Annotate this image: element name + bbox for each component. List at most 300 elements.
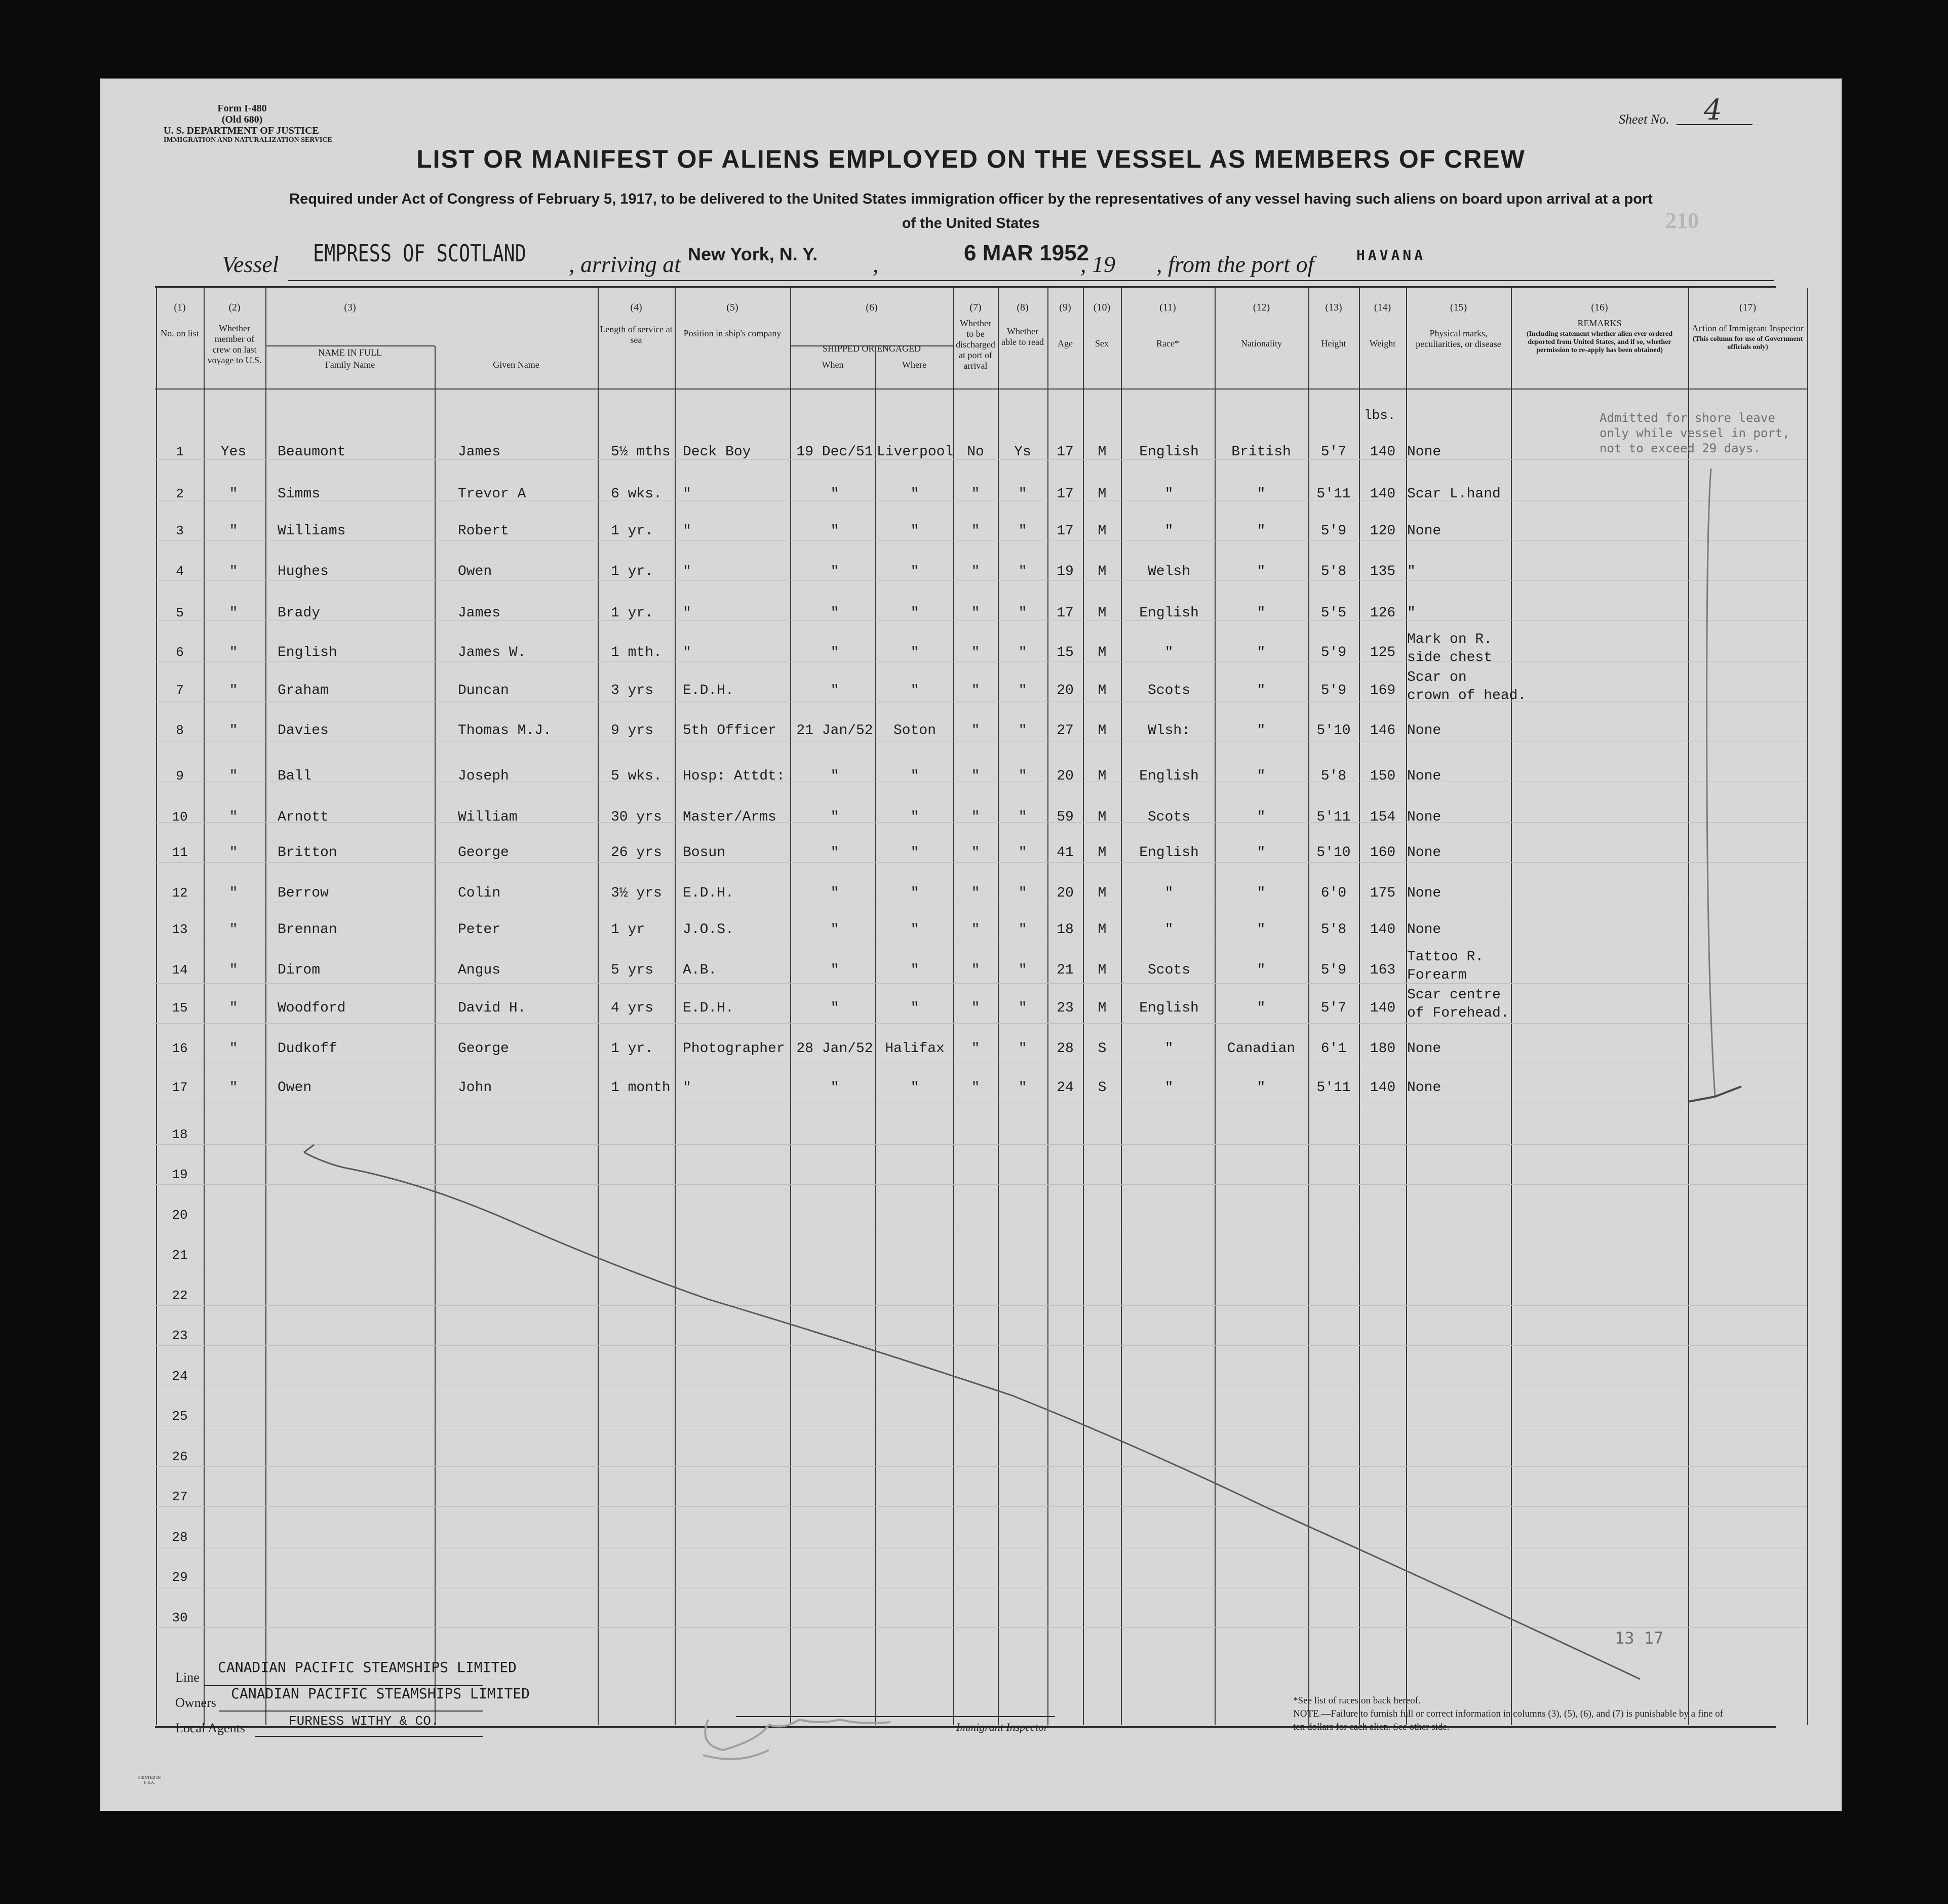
cell-nationality: " <box>1257 885 1266 901</box>
cell-family: Dudkoff <box>278 1041 337 1057</box>
cell-service: 6 wks. <box>611 486 662 502</box>
cell-n: 1 <box>176 444 184 459</box>
cell-weight: 126 <box>1370 605 1396 621</box>
cell-family: Ball <box>278 768 312 784</box>
cell-given: Duncan <box>458 683 509 698</box>
cell-race: " <box>1164 922 1174 938</box>
cell-discharge: " <box>971 1000 980 1016</box>
cell-read: " <box>1018 1041 1027 1057</box>
cell-position: 5th Officer <box>683 723 776 739</box>
cell-height: 5'7 <box>1320 1000 1347 1016</box>
cell-sex: M <box>1098 486 1107 502</box>
strike-line-hook <box>304 1145 314 1152</box>
cell-weight: 180 <box>1370 1041 1396 1057</box>
cell-n: 15 <box>172 1000 188 1016</box>
cell-n: 6 <box>176 645 184 660</box>
comma: , <box>873 251 879 277</box>
cell-race: English <box>1139 845 1199 861</box>
cell-position: " <box>683 605 691 621</box>
cell-prev: " <box>229 768 238 784</box>
cell-given: Joseph <box>458 768 509 784</box>
cell-position: E.D.H. <box>683 1000 734 1016</box>
inspector-rule <box>736 1716 1055 1717</box>
cell-family: Davies <box>278 723 329 739</box>
cell-discharge: " <box>971 605 980 621</box>
subtitle-line1: Required under Act of Congress of February 5, 1917, to be delivered to the United States immigration officer by the representatives of any vessel having such aliens on board upon arrival at a port <box>289 191 1653 207</box>
row-number: 18 <box>172 1126 188 1142</box>
cell-weight: 146 <box>1370 723 1396 739</box>
department: U. S. DEPARTMENT OF JUSTICE <box>164 125 319 136</box>
sheet-number: 4 <box>1704 94 1722 127</box>
cell-prev: " <box>229 523 238 539</box>
cell-service: 3½ yrs <box>611 885 662 901</box>
column-number: (9) <box>1059 302 1071 313</box>
cell-discharge: " <box>971 523 980 539</box>
cell-given: George <box>458 845 509 861</box>
row-number: 20 <box>172 1207 188 1223</box>
cell-family: Dirom <box>278 962 321 978</box>
cell-when: 28 Jan/52 <box>796 1041 873 1057</box>
sheet-label: Sheet No. <box>1619 112 1669 127</box>
cell-height: 5'11 <box>1316 809 1351 825</box>
cell-weight: 140 <box>1370 922 1396 938</box>
cell-sex: M <box>1098 885 1107 901</box>
inspector-signature <box>703 1720 890 1759</box>
cell-race: " <box>1164 523 1174 539</box>
cell-race: Wlsh: <box>1147 723 1190 739</box>
cell-sex: S <box>1098 1041 1107 1057</box>
cell-weight: 169 <box>1370 683 1396 698</box>
agents-label: Local Agents <box>175 1721 245 1735</box>
cell-prev: " <box>229 845 238 861</box>
cell-prev: " <box>229 605 238 621</box>
cell-service: 1 yr <box>611 922 645 938</box>
cell-age: 19 <box>1057 564 1074 579</box>
cell-race: English <box>1139 1000 1199 1016</box>
port-label: , from the port of <box>1156 251 1314 277</box>
cell-weight: 163 <box>1370 962 1396 978</box>
cell-prev: " <box>229 564 238 579</box>
cell-height: 5'10 <box>1316 723 1351 739</box>
cell-height: 5'7 <box>1320 444 1347 460</box>
cell-read: " <box>1018 1080 1027 1096</box>
cell-position: E.D.H. <box>683 683 734 698</box>
column-header: Position in ship's company <box>683 328 782 338</box>
cell-read: " <box>1018 962 1027 978</box>
vessel-label: Vessel <box>222 251 279 277</box>
cell-n: 9 <box>176 768 184 784</box>
cell-age: 21 <box>1057 962 1074 978</box>
inspector-label: Immigrant Inspector <box>956 1721 1048 1733</box>
form-number: Form I-480 <box>217 103 267 114</box>
cell-race: Scots <box>1147 962 1190 978</box>
cell-discharge: " <box>971 885 980 901</box>
cell-position: Deck Boy <box>683 444 751 460</box>
cell-discharge: " <box>971 564 980 579</box>
column-number: (16) <box>1591 302 1608 313</box>
cell-position: J.O.S. <box>683 922 734 938</box>
cell-family: Hughes <box>278 564 329 579</box>
cell-nationality: " <box>1257 723 1266 739</box>
cell-sex: M <box>1098 845 1107 861</box>
cell-given: Colin <box>458 885 501 901</box>
cell-marks: None <box>1407 922 1441 938</box>
cell-service: 9 yrs <box>611 723 654 739</box>
cell-position: Photographer <box>683 1041 785 1057</box>
manifest-sheet <box>100 79 1842 1811</box>
races-note: *See list of races on back hereof. <box>1293 1695 1421 1706</box>
cell-age: 18 <box>1057 922 1074 938</box>
strike-line <box>304 1152 1640 1679</box>
cell-read: " <box>1018 1000 1027 1016</box>
cell-marks: Scar centre of Forehead. <box>1407 987 1509 1021</box>
penalty-note: NOTE.—Failure to furnish full or correct information in columns (3), (5), (6), and (7) is punishable by a fine of ten dollars for each alien. See other side. <box>1293 1708 1723 1732</box>
cell-race: " <box>1164 1080 1174 1096</box>
cell-where: " <box>910 486 919 502</box>
cell-age: 15 <box>1057 645 1074 660</box>
cell-sex: M <box>1098 1000 1107 1016</box>
cell-prev: Yes <box>220 444 247 460</box>
cell-position: E.D.H. <box>683 885 734 901</box>
cell-nationality: " <box>1257 922 1266 938</box>
cell-height: 5'8 <box>1320 922 1347 938</box>
cell-sex: M <box>1098 605 1107 621</box>
cell-n: 5 <box>176 605 184 620</box>
cell-service: 4 yrs <box>611 1000 654 1016</box>
cell-given: William <box>458 809 518 825</box>
cell-n: 2 <box>176 486 184 501</box>
cell-nationality: " <box>1257 845 1266 861</box>
column-number: (17) <box>1739 302 1757 313</box>
column-header: Weight <box>1369 338 1396 348</box>
weight-unit: lbs. <box>1364 408 1396 423</box>
departure-port: HAVANA <box>1356 247 1426 263</box>
subtitle-line2: of the United States <box>902 215 1040 231</box>
cell-discharge: " <box>971 922 980 938</box>
line-name: CANADIAN PACIFIC STEAMSHIPS LIMITED <box>218 1659 517 1676</box>
cell-where: " <box>910 845 919 861</box>
row-number: 28 <box>172 1529 188 1545</box>
cell-family: Britton <box>278 845 337 861</box>
cell-read: " <box>1018 768 1027 784</box>
column-number: (11) <box>1159 302 1176 313</box>
cell-service: 5½ mths <box>611 444 671 460</box>
cell-given: George <box>458 1041 509 1057</box>
cell-position: Master/Arms <box>683 809 776 825</box>
cell-family: Brady <box>278 605 321 621</box>
cell-position: " <box>683 523 691 539</box>
cell-prev: " <box>229 885 238 901</box>
cell-race: " <box>1164 486 1174 502</box>
year-label: , 19 <box>1080 251 1115 277</box>
cell-prev: " <box>229 683 238 698</box>
cell-when: " <box>830 885 839 901</box>
cell-marks: None <box>1407 809 1441 825</box>
cell-prev: " <box>229 962 238 978</box>
cell-discharge: " <box>971 1041 980 1057</box>
cell-given: Peter <box>458 922 501 938</box>
cell-weight: 140 <box>1370 1080 1396 1096</box>
cell-marks: None <box>1407 444 1441 460</box>
cell-read: " <box>1018 845 1027 861</box>
column-header: Whether able to read <box>1001 326 1044 347</box>
cell-age: 20 <box>1057 683 1074 698</box>
cell-when: 19 Dec/51 <box>796 444 873 460</box>
cell-age: 24 <box>1057 1080 1074 1096</box>
cell-sex: M <box>1098 723 1107 739</box>
cell-weight: 150 <box>1370 768 1396 784</box>
cell-when: " <box>830 1000 839 1016</box>
cell-discharge: " <box>971 768 980 784</box>
row-number: 25 <box>172 1409 188 1424</box>
column-header: Length of service at sea <box>600 324 673 345</box>
cell-service: 1 month <box>611 1080 671 1096</box>
cell-family: English <box>278 645 337 660</box>
column-subheader: Given Name <box>493 360 539 370</box>
cell-when: " <box>830 809 839 825</box>
cell-when: " <box>830 486 839 502</box>
column-number: (2) <box>228 302 241 313</box>
cell-race: Scots <box>1147 683 1190 698</box>
cell-n: 14 <box>172 962 188 978</box>
cell-position: " <box>683 1080 691 1096</box>
cell-where: " <box>910 768 919 784</box>
cell-age: 20 <box>1057 768 1074 784</box>
cell-sex: M <box>1098 768 1107 784</box>
cell-read: " <box>1018 809 1027 825</box>
column-number: (13) <box>1325 302 1342 313</box>
cell-prev: " <box>229 809 238 825</box>
column-header: Whether to be discharged at port of arrival <box>956 318 995 371</box>
row-number: 27 <box>172 1489 188 1504</box>
column-header: Sex <box>1095 338 1109 348</box>
column-number: (1) <box>174 302 186 313</box>
cell-position: " <box>683 564 691 579</box>
column-number: (8) <box>1017 302 1029 313</box>
column-subheader: Where <box>902 360 926 370</box>
cell-nationality: " <box>1257 605 1266 621</box>
cell-where: " <box>910 809 919 825</box>
cell-where: " <box>910 922 919 938</box>
column-subheader: When <box>822 360 844 370</box>
column-number: (3) <box>344 302 356 313</box>
cell-age: 27 <box>1057 723 1074 739</box>
cell-height: 5'11 <box>1316 1080 1351 1096</box>
cell-where: " <box>910 1000 919 1016</box>
cell-family: Berrow <box>278 885 329 901</box>
cell-marks: None <box>1407 1080 1441 1096</box>
row-number: 24 <box>172 1368 188 1384</box>
cell-height: 5'8 <box>1320 768 1347 784</box>
cell-marks: None <box>1407 523 1441 539</box>
column-header: Nationality <box>1241 338 1282 348</box>
column-header: SHIPPED OR ENGAGED <box>822 343 921 354</box>
cell-discharge: " <box>971 723 980 739</box>
cell-n: 16 <box>172 1041 188 1056</box>
cell-position: " <box>683 645 691 660</box>
cell-sex: S <box>1098 1080 1107 1096</box>
cell-position: Hosp: Attdt: <box>683 768 785 784</box>
cell-weight: 140 <box>1370 486 1396 502</box>
cell-marks: None <box>1407 845 1441 861</box>
cell-read: " <box>1018 885 1027 901</box>
row-number: 22 <box>172 1288 188 1303</box>
cell-family: Beaumont <box>278 444 346 460</box>
cell-family: Brennan <box>278 922 337 938</box>
cell-where: Soton <box>893 723 936 739</box>
cell-race: English <box>1139 444 1199 460</box>
cell-marks: Mark on R. side chest <box>1407 632 1493 666</box>
cell-nationality: " <box>1257 523 1266 539</box>
agents-name: FURNESS WITHY & CO. <box>289 1714 439 1729</box>
cell-service: 1 mth. <box>611 645 662 660</box>
cell-where: " <box>910 885 919 901</box>
cell-given: Thomas M.J. <box>458 723 552 739</box>
pencil-total: 13 17 <box>1615 1628 1664 1648</box>
cell-height: 5'11 <box>1316 486 1351 502</box>
column-number: (6) <box>866 302 878 313</box>
line-label: Line <box>175 1670 200 1685</box>
cell-when: " <box>830 922 839 938</box>
cell-service: 30 yrs <box>611 809 662 825</box>
cell-prev: " <box>229 486 238 502</box>
cell-prev: " <box>229 1000 238 1016</box>
cell-weight: 140 <box>1370 444 1396 460</box>
cell-race: Welsh <box>1147 564 1190 579</box>
cell-n: 10 <box>172 809 188 825</box>
cell-family: Owen <box>278 1080 312 1096</box>
cell-age: 41 <box>1057 845 1074 861</box>
cell-sex: M <box>1098 645 1107 660</box>
cell-prev: " <box>229 1041 238 1057</box>
cell-marks: Tattoo R. Forearm <box>1407 949 1484 983</box>
owners-label: Owners <box>175 1695 216 1710</box>
arrival-date: 6 MAR 1952 <box>964 241 1089 265</box>
cell-when: " <box>830 645 839 660</box>
cell-age: 17 <box>1057 486 1074 502</box>
cell-when: " <box>830 523 839 539</box>
cell-read: " <box>1018 523 1027 539</box>
column-number: (12) <box>1253 302 1270 313</box>
cell-when: " <box>830 1080 839 1096</box>
cell-weight: 120 <box>1370 523 1396 539</box>
cell-family: Williams <box>278 523 346 539</box>
cell-read: " <box>1018 564 1027 579</box>
cell-race: " <box>1164 885 1174 901</box>
cell-n: 12 <box>172 885 188 901</box>
cell-given: Robert <box>458 523 509 539</box>
cell-read: " <box>1018 723 1027 739</box>
row-number: 30 <box>172 1610 188 1625</box>
cell-discharge: " <box>971 809 980 825</box>
vessel-name: EMPRESS OF SCOTLAND <box>313 240 526 267</box>
cell-race: Scots <box>1147 809 1190 825</box>
cell-read: " <box>1018 645 1027 660</box>
column-header: Physical marks, peculiarities, or disease <box>1416 328 1501 349</box>
cell-prev: " <box>229 922 238 938</box>
cell-discharge: " <box>971 1080 980 1096</box>
cell-nationality: " <box>1257 1080 1266 1096</box>
cell-given: Angus <box>458 962 501 978</box>
cell-height: 5'8 <box>1320 564 1347 579</box>
cell-given: James <box>458 605 501 621</box>
cell-nationality: " <box>1257 1000 1266 1016</box>
cell-when: " <box>830 564 839 579</box>
column-number: (4) <box>630 302 642 313</box>
cell-weight: 154 <box>1370 809 1396 825</box>
cell-height: 5'10 <box>1316 845 1351 861</box>
cell-sex: M <box>1098 962 1107 978</box>
cell-marks: " <box>1407 605 1416 621</box>
cell-sex: M <box>1098 564 1107 579</box>
cell-marks: None <box>1407 768 1441 784</box>
row-number: 23 <box>172 1328 188 1343</box>
cell-where: Liverpool <box>877 444 954 460</box>
cell-nationality: " <box>1257 564 1266 579</box>
cell-nationality: " <box>1257 962 1266 978</box>
cell-weight: 135 <box>1370 564 1396 579</box>
cell-nationality: Canadian <box>1227 1041 1296 1057</box>
column-header: NAME IN FULL <box>318 347 382 358</box>
page-title: LIST OR MANIFEST OF ALIENS EMPLOYED ON THE VESSEL AS MEMBERS OF CREW <box>416 145 1526 173</box>
cell-given: Owen <box>458 564 492 579</box>
row-number: 26 <box>172 1449 188 1464</box>
cell-marks: " <box>1407 564 1416 579</box>
cell-height: 5'9 <box>1320 683 1347 698</box>
cell-where: " <box>910 962 919 978</box>
column-subheader: Family Name <box>325 360 375 370</box>
owners-rule <box>219 1711 483 1712</box>
cell-prev: " <box>229 645 238 660</box>
cell-where: " <box>910 564 919 579</box>
cell-n: 3 <box>176 523 184 538</box>
cell-family: Graham <box>278 683 329 698</box>
cell-where: " <box>910 645 919 660</box>
cell-family: Simms <box>278 486 321 502</box>
cell-read: Ys <box>1014 444 1031 460</box>
cell-given: John <box>458 1080 492 1096</box>
cell-position: Bosun <box>683 845 726 861</box>
column-number: (10) <box>1093 302 1111 313</box>
cell-n: 11 <box>172 845 188 860</box>
cell-age: 28 <box>1057 1041 1074 1057</box>
column-header: REMARKS <box>1577 318 1622 328</box>
cell-sex: M <box>1098 683 1107 698</box>
cell-service: 1 yr. <box>611 523 654 539</box>
cell-given: David H. <box>458 1000 526 1016</box>
cell-when: " <box>830 683 839 698</box>
cell-height: 6'0 <box>1320 885 1347 901</box>
cell-height: 5'5 <box>1320 605 1347 621</box>
cell-where: " <box>910 1080 919 1096</box>
cell-nationality: " <box>1257 683 1266 698</box>
cell-height: 5'9 <box>1320 523 1347 539</box>
cell-age: 59 <box>1057 809 1074 825</box>
cell-age: 23 <box>1057 1000 1074 1016</box>
column-header: Action of Immigrant Inspector <box>1692 323 1804 333</box>
cell-discharge: " <box>971 645 980 660</box>
column-header-note: (This column for use of Government officials only) <box>1692 335 1803 351</box>
column-number: (14) <box>1374 302 1391 313</box>
cell-marks: None <box>1407 885 1441 901</box>
cell-read: " <box>1018 922 1027 938</box>
column-number: (15) <box>1450 302 1467 313</box>
cell-discharge: " <box>971 683 980 698</box>
cell-height: 6'1 <box>1320 1041 1347 1057</box>
cell-given: James <box>458 444 501 460</box>
row-number: 21 <box>172 1248 188 1263</box>
cell-discharge: " <box>971 486 980 502</box>
